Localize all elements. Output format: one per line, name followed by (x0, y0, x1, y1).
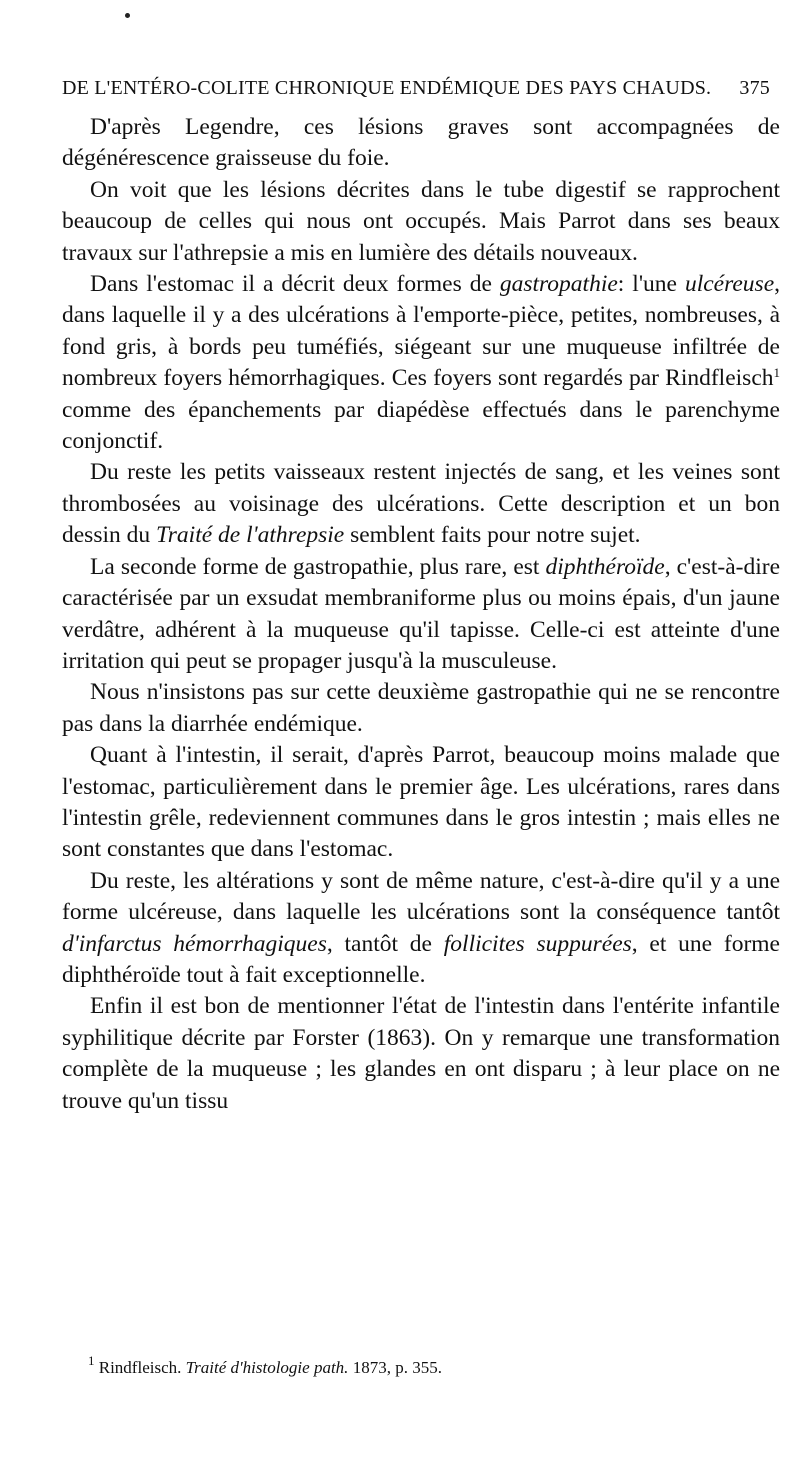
paragraph (62, 269, 780, 457)
text-span: semblent faits pour notre sujet. (344, 522, 641, 549)
paragraph (62, 866, 780, 992)
italic-span: ulcéreuse (684, 271, 775, 298)
footnote (88, 1353, 778, 1379)
text-span: , c'est-à-dire caractérisée par un exsudat membraniforme plus ou moins épais, d'un jaune verdâtre, adhérent à la muqueuse qu'il tapisse. Celle-ci est atteinte d'une irritation qui peut se propager jusqu'à la musculeuse. (62, 553, 781, 674)
text-span: On voit que les lésions décrites dans le tube digestif se rapprochent beaucoup de celles qui nous ont occupés. Mais Parrot dans ses beaux travaux sur l'athrepsie a mis en lumière des détails nouveaux. (62, 176, 780, 266)
italic-span: gastropathie (499, 271, 618, 298)
text-span: Quant à l'intestin, il serait, d'après Parrot, beaucoup moins malade que l'estomac, particulièrement dans le premier âge. Les ulcérations, rares dans l'intestin grêle, redeviennent communes dans le gros intestin ; mais elles ne sont constantes que dans l'estomac. (62, 742, 780, 863)
body-text (62, 112, 780, 1117)
text-span: comme des épanchements par diapédèse effectués dans le parenchyme conjonctif. (62, 396, 780, 455)
text-span: D'après Legendre, ces lésions graves sont accompagnées de dégénérescence graisseuse du foie. (62, 114, 780, 172)
paragraph (62, 991, 780, 1117)
page-number: 375 (739, 77, 770, 99)
text-span: Enfin il est bon de mentionner l'état de l'intestin dans l'entérite infantile syphilitique décrite par Forster (1863). On y remarque une transformation complète de la muqueuse ; les glandes en ont disparu ; à leur place on ne trouve qu'un tissu (62, 993, 780, 1114)
running-header (62, 76, 770, 100)
paragraph (62, 457, 780, 551)
footnote-author: Rindfleisch. (94, 1358, 186, 1377)
text-span: Du reste, les altérations y sont de même nature, c'est-à-dire qu'il y a une forme ulcéreuse, dans laquelle les ulcérations sont la conséquence tantôt (62, 867, 780, 926)
paragraph (62, 677, 780, 740)
italic-span: follicites suppurées (443, 930, 632, 957)
text-span: Du reste les petits vaisseaux restent injectés de sang, et les veines sont thrombosées au voisinage des ulcérations. Cette description et un bon dessin du (62, 459, 780, 549)
text-span: , et une forme diphthéroïde tout à fait exceptionnelle. (62, 930, 780, 988)
text-span: Nous n'insistons pas sur cette deuxième gastropathie qui ne se rencontre pas dans la diarrhée endémique. (62, 679, 780, 737)
running-title: DE L'ENTÉRO-COLITE CHRONIQUE ENDÉMIQUE DES PAYS CHAUDS. (62, 77, 712, 99)
text-span: , tantôt de (326, 930, 444, 957)
print-speck (125, 13, 130, 18)
text-span: Dans l'estomac il a décrit deux formes de (90, 271, 500, 298)
footnote-marker: 1 (88, 1353, 95, 1368)
italic-span: d'infarctus hémorrhagiques (62, 930, 327, 957)
paragraph (62, 552, 780, 678)
text-span: La seconde forme de gastropathie, plus rare, est (90, 553, 546, 580)
italic-span: Traité de l'athrepsie (156, 522, 345, 549)
paragraph (62, 175, 780, 269)
footnote-reference-marker: 1 (773, 365, 780, 381)
paragraph (62, 740, 780, 866)
italic-span: diphthéroïde (545, 553, 665, 580)
text-span: , dans laquelle il y a des ulcérations à l'emporte-pièce, petites, nombreuses, à fond gris, à bords peu tuméfiés, siégeant sur une muqueuse infiltrée de nombreux foyers hémorrhagiques. Ces foyers sont regardés par Rindfleisch (62, 271, 780, 392)
paragraph (62, 112, 780, 175)
text-span: : l'une (617, 271, 685, 298)
footnote-title: Traité d'histologie path. (185, 1358, 349, 1377)
footnote-reference: 1873, p. 355. (348, 1358, 442, 1377)
